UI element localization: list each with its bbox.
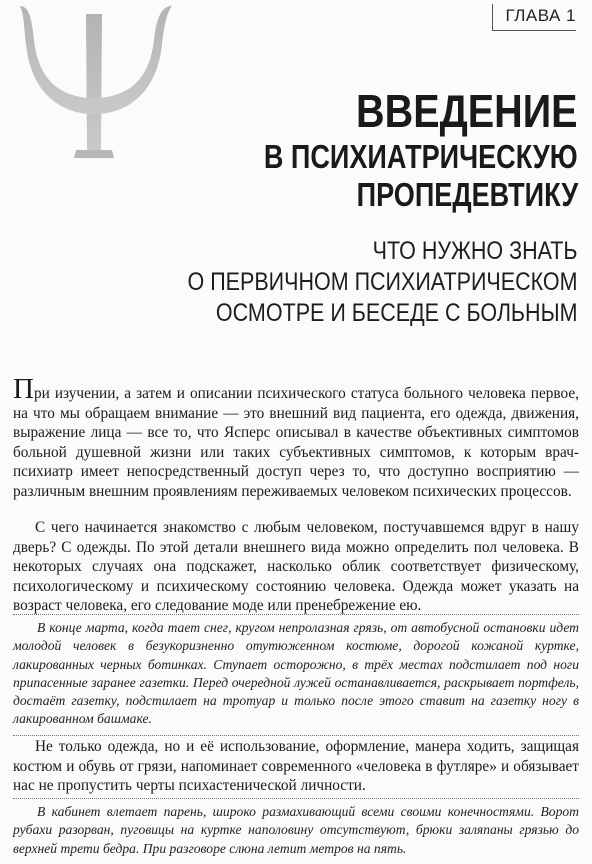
drop-cap: П xyxy=(13,373,34,405)
example-case-2: В кабинет влетает парень, широко размахивающий всеми своими конечностями. Ворот рубахи разорван, пуговицы на куртке наполовину отсутствуют, брюки заляпаны грязью до верхней трети бедра. При разговоре слюна летит метров на пять. xyxy=(13,798,579,864)
subtitle-line-1: ЧТО НУЖНО ЗНАТЬ xyxy=(373,237,578,265)
paragraph-behavior: Не только одежда, но и её использование, оформление, манера ходить, защищая костюм и обувь от грязи, напоминает современного «человека в футляре» и обязывает нас не пропустить черты психастенической личности. xyxy=(13,738,579,795)
psi-symbol-icon xyxy=(6,0,181,165)
chapter-label: ГЛАВА 1 xyxy=(492,4,576,31)
title-line-2: В ПСИХИАТРИЧЕСКУЮ xyxy=(264,138,578,175)
subtitle-line-3: ОСМОТРЕ И БЕСЕДЕ С БОЛЬНЫМ xyxy=(216,299,578,327)
example-case-1: В конце марта, когда тает снег, кругом непролазная грязь, от автобусной остановки идет молодой человек в безукоризненно отутюженном костюме, дорогой кожаной куртке, лакированных черных ботинках. Ступает осторожно, в трёх местах подстилает под ноги припасенные заранее газетки. Перед очередной лужей останавливается, раскрывает портфель, достаёт газетку, подстилает на тротуар и только после этого ставит на газетку ногу в лакированном башмаке. xyxy=(13,614,579,736)
paragraph-intro-text: ри изучении, а затем и описании психического статуса больного человека первое, на что мы обращаем внимание — это внешний вид пациента, его одежда, движения, выражение лица — все то, что Ясперс описывал в качестве объективных симптомов больной душевной жизни или таких субъективных симптомов, к которым врач-психиатр имеет непосредственный доступ через то, что доступно восприятию — различным внешним проявлениям переживаемых человеком психических процессов. xyxy=(13,385,579,500)
title-line-3: ПРОПЕДЕВТИКУ xyxy=(356,176,578,213)
paragraph-intro xyxy=(13,373,579,502)
title-line-1: ВВЕДЕНИЕ xyxy=(356,85,578,137)
subtitle-line-2: О ПЕРВИЧНОМ ПСИХИАТРИЧЕСКОМ xyxy=(187,268,578,296)
subtitle xyxy=(188,236,578,329)
paragraph-clothing: С чего начинается знакомство с любым человеком, постучавшемся вдруг в нашу дверь? С одежды. По этой детали внешнего вида можно определить пол человека. В некоторых случаях она подскажет, насколько облик соответствует физическому, психологическому и психическому состоянию человека. Одежда может указать на возраст человека, его следование моде или пренебрежение ею. xyxy=(13,519,579,615)
